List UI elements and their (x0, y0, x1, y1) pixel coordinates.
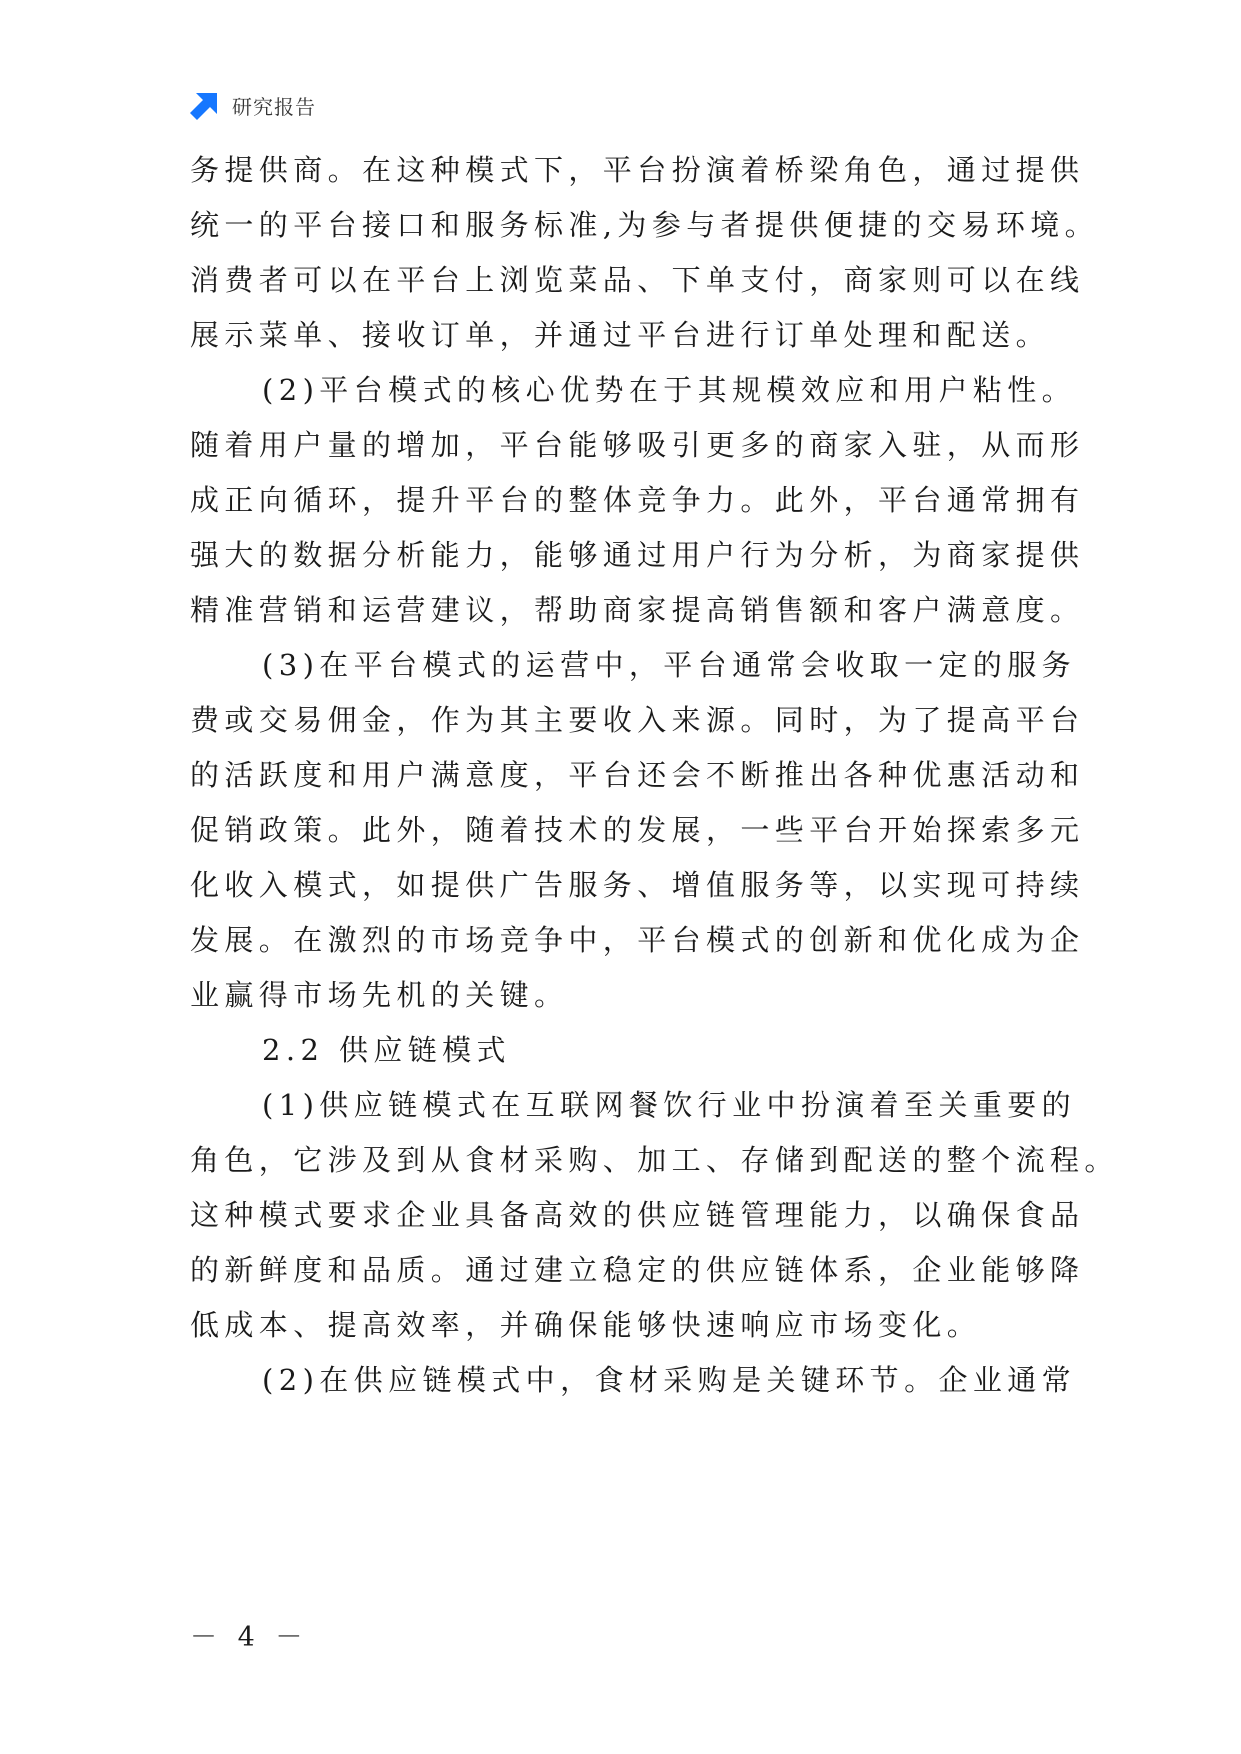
text-line: 角色，它涉及到从食材采购、加工、存储到配送的整个流程。 (190, 1143, 1119, 1177)
text-line: 的新鲜度和品质。通过建立稳定的供应链体系，企业能够降 (190, 1253, 1085, 1287)
text-line: 化收入模式，如提供广告服务、增值服务等，以实现可持续 (190, 868, 1085, 902)
text-line: 强大的数据分析能力，能够通过用户行为分析，为商家提供 (190, 538, 1085, 572)
text-line: 业赢得市场先机的关键。 (190, 978, 569, 1012)
section-heading: 2.2 供应链模式 (262, 1033, 511, 1067)
text-line: (2)平台模式的核心优势在于其规模效应和用户粘性。 (262, 373, 1077, 407)
text-line: 展示菜单、接收订单，并通过平台进行订单处理和配送。 (190, 318, 1051, 352)
text-line: 务提供商。在这种模式下，平台扮演着桥梁角色，通过提供 (190, 153, 1085, 187)
page-number: － 4 － (190, 1622, 309, 1653)
text-line: 这种模式要求企业具备高效的供应链管理能力，以确保食品 (190, 1198, 1085, 1232)
page-header (190, 90, 316, 120)
text-line: 的活跃度和用户满意度，平台还会不断推出各种优惠活动和 (190, 758, 1085, 792)
text-line: 费或交易佣金，作为其主要收入来源。同时，为了提高平台 (190, 703, 1085, 737)
text-line: 促销政策。此外，随着技术的发展，一些平台开始探索多元 (190, 813, 1085, 847)
text-line: 低成本、提高效率，并确保能够快速响应市场变化。 (190, 1308, 982, 1342)
text-line: 成正向循环，提升平台的整体竞争力。此外，平台通常拥有 (190, 483, 1085, 517)
header-title: 研究报告 (232, 94, 316, 119)
text-line: (1)供应链模式在互联网餐饮行业中扮演着至关重要的 (262, 1088, 1077, 1122)
text-line: 统一的平台接口和服务标准,为参与者提供便捷的交易环境。 (190, 208, 1100, 242)
text-line: 随着用户量的增加，平台能够吸引更多的商家入驻，从而形 (190, 428, 1085, 462)
text-line: 发展。在激烈的市场竞争中，平台模式的创新和优化成为企 (190, 923, 1085, 957)
text-line: (3)在平台模式的运营中，平台通常会收取一定的服务 (262, 648, 1077, 682)
text-line: 精准营销和运营建议，帮助商家提高销售额和客户满意度。 (190, 593, 1085, 627)
arrow-up-right-icon (190, 90, 220, 120)
text-line: (2)在供应链模式中，食材采购是关键环节。企业通常 (262, 1363, 1077, 1397)
text-line: 消费者可以在平台上浏览菜品、下单支付，商家则可以在线 (190, 263, 1085, 297)
